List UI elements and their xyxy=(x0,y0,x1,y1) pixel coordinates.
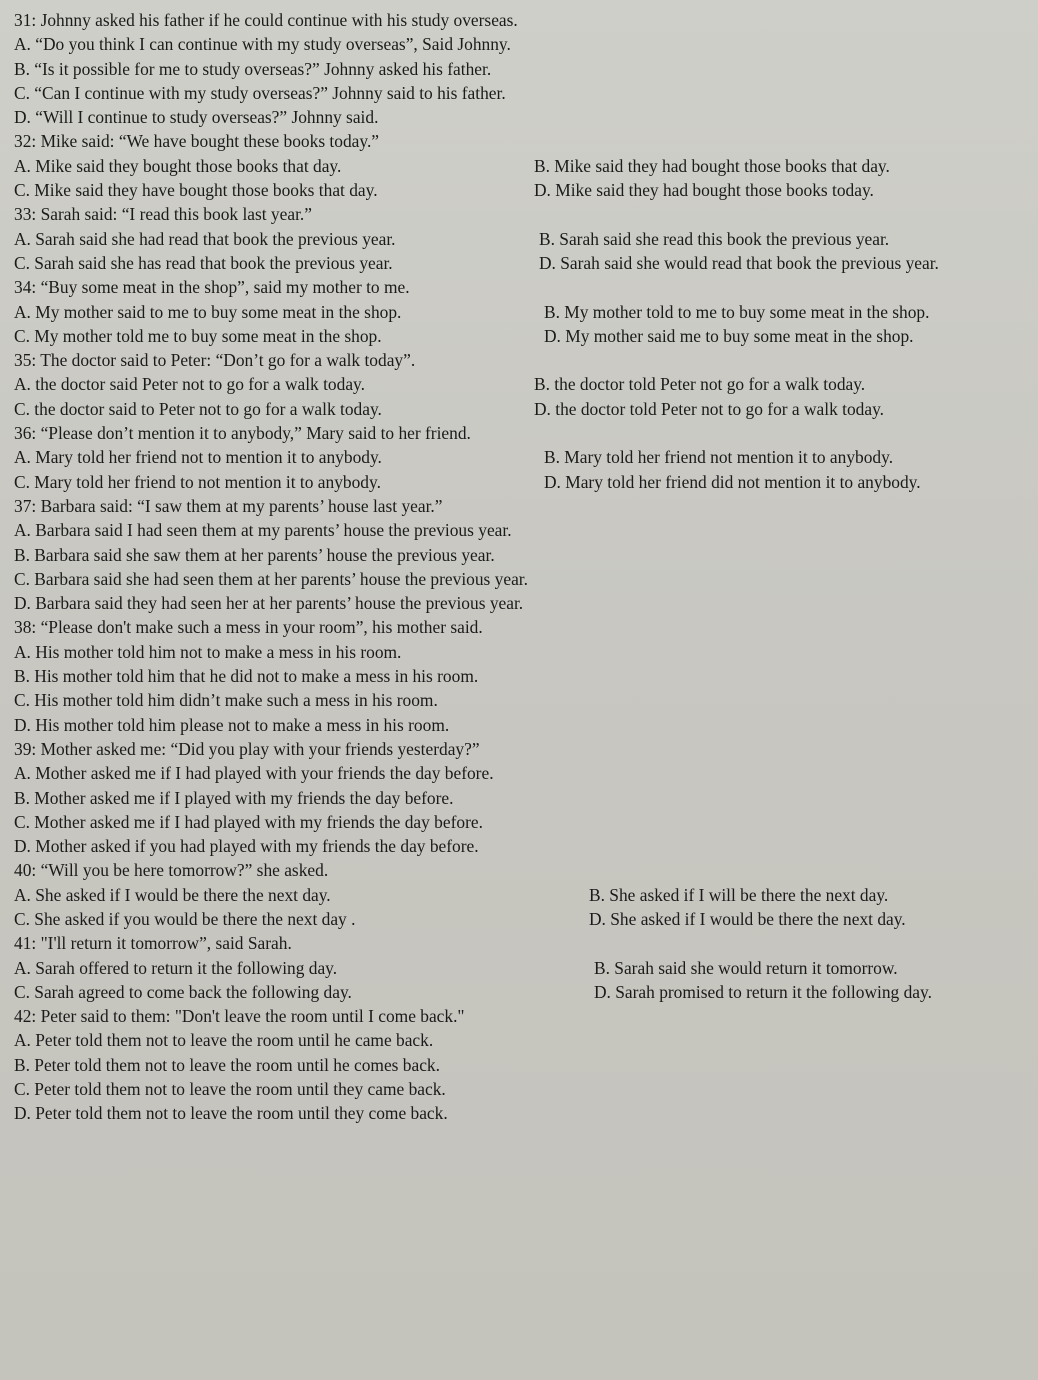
option-d: D. Sarah said she would read that book the previous year. xyxy=(539,252,939,273)
option-c: C. Barbara said she had seen them at her parents’ house the previous year. xyxy=(14,568,528,589)
question-stem: 36: “Please don’t mention it to anybody,” Mary said to her friend. xyxy=(14,423,471,444)
option-b: B. His mother told him that he did not to make a mess in his room. xyxy=(14,666,479,687)
option-c: C. Sarah agreed to come back the following day. xyxy=(14,981,352,1002)
option-c: C. Mother asked me if I had played with my friends the day before. xyxy=(14,811,483,832)
question-stem: 37: Barbara said: “I saw them at my parents’ house last year.” xyxy=(14,495,443,516)
option-d: D. Sarah promised to return it the following day. xyxy=(594,981,932,1002)
option-a: A. Mike said they bought those books that day. xyxy=(14,155,342,176)
option-a: A. She asked if I would be there the next day. xyxy=(14,884,331,905)
option-d: D. “Will I continue to study overseas?” Johnny said. xyxy=(14,107,379,128)
option-row xyxy=(14,178,1028,202)
option-b: B. Sarah said she read this book the previous year. xyxy=(539,228,890,249)
option-row xyxy=(14,324,1028,348)
question-stem: 40: “Will you be here tomorrow?” she asked. xyxy=(14,860,329,881)
option-row xyxy=(14,907,1028,931)
question-stem: 33: Sarah said: “I read this book last year.” xyxy=(14,204,312,225)
option-d: D. Peter told them not to leave the room until they come back. xyxy=(14,1103,448,1124)
option-c: C. My mother told me to buy some meat in the shop. xyxy=(14,325,382,346)
option-b: B. My mother told to me to buy some meat in the shop. xyxy=(544,301,930,322)
option-b: B. Mike said they had bought those books that day. xyxy=(534,155,890,176)
option-a: A. “Do you think I can continue with my study overseas”, Said Johnny. xyxy=(14,34,511,55)
option-c: C. Mike said they have bought those books that day. xyxy=(14,180,378,201)
option-b: B. Mother asked me if I played with my friends the day before. xyxy=(14,787,454,808)
question-stem: 39: Mother asked me: “Did you play with your friends yesterday?” xyxy=(14,738,480,759)
option-row xyxy=(14,227,1028,251)
question-39 xyxy=(14,737,1028,858)
option-c: C. Peter told them not to leave the room until they came back. xyxy=(14,1079,446,1100)
option-b: B. Sarah said she would return it tomorrow. xyxy=(594,957,898,978)
question-37 xyxy=(14,494,1028,615)
question-36 xyxy=(14,421,1028,494)
question-32 xyxy=(14,129,1028,202)
question-stem: 31: Johnny asked his father if he could continue with his study overseas. xyxy=(14,10,518,30)
question-stem: 34: “Buy some meat in the shop”, said my mother to me. xyxy=(14,277,410,298)
option-b: B. “Is it possible for me to study overseas?” Johnny asked his father. xyxy=(14,58,492,79)
option-row xyxy=(14,445,1028,469)
option-a: A. His mother told him not to make a mess in his room. xyxy=(14,641,402,662)
option-row xyxy=(14,397,1028,421)
option-row xyxy=(14,883,1028,907)
option-d: D. She asked if I would be there the next day. xyxy=(589,908,906,929)
question-stem: 42: Peter said to them: "Don't leave the room until I come back." xyxy=(14,1006,465,1027)
question-stem: 32: Mike said: “We have bought these books today.” xyxy=(14,131,380,152)
option-c: C. She asked if you would be there the next day . xyxy=(14,908,356,929)
option-c: C. the doctor said to Peter not to go for a walk today. xyxy=(14,398,382,419)
option-a: A. My mother said to me to buy some meat in the shop. xyxy=(14,301,402,322)
question-35 xyxy=(14,348,1028,421)
option-a: A. Peter told them not to leave the room until he came back. xyxy=(14,1030,434,1051)
option-c: C. His mother told him didn’t make such a mess in his room. xyxy=(14,690,438,711)
option-a: A. the doctor said Peter not to go for a walk today. xyxy=(14,374,365,395)
question-42 xyxy=(14,1004,1028,1125)
option-d: D. Barbara said they had seen her at her parents’ house the previous year. xyxy=(14,593,524,614)
question-41 xyxy=(14,931,1028,1004)
option-row xyxy=(14,154,1028,178)
question-stem: 35: The doctor said to Peter: “Don’t go for a walk today”. xyxy=(14,350,416,371)
option-c: C. Sarah said she has read that book the previous year. xyxy=(14,252,393,273)
option-row xyxy=(14,372,1028,396)
option-d: D. Mike said they had bought those books today. xyxy=(534,180,874,201)
option-d: D. His mother told him please not to make a mess in his room. xyxy=(14,714,450,735)
option-b: B. Barbara said she saw them at her parents’ house the previous year. xyxy=(14,544,495,565)
option-d: D. the doctor told Peter not to go for a walk today. xyxy=(534,398,884,419)
option-row xyxy=(14,300,1028,324)
option-a: A. Barbara said I had seen them at my parents’ house the previous year. xyxy=(14,520,512,541)
option-b: B. Mary told her friend not mention it to anybody. xyxy=(544,447,894,468)
question-34 xyxy=(14,275,1028,348)
option-row xyxy=(14,956,1028,980)
option-row xyxy=(14,980,1028,1004)
option-a: A. Sarah offered to return it the following day. xyxy=(14,957,338,978)
option-c: C. “Can I continue with my study overseas?” Johnny said to his father. xyxy=(14,82,506,103)
option-b: B. Peter told them not to leave the room until he comes back. xyxy=(14,1054,440,1075)
option-row xyxy=(14,251,1028,275)
question-stem: 41: "I'll return it tomorrow”, said Sarah. xyxy=(14,933,292,954)
option-d: D. Mother asked if you had played with my friends the day before. xyxy=(14,836,479,857)
option-a: A. Mother asked me if I had played with your friends the day before. xyxy=(14,763,494,784)
option-a: A. Mary told her friend not to mention it to anybody. xyxy=(14,447,382,468)
question-40 xyxy=(14,858,1028,931)
option-a: A. Sarah said she had read that book the previous year. xyxy=(14,228,396,249)
question-33 xyxy=(14,202,1028,275)
question-31 xyxy=(14,8,1028,129)
option-row xyxy=(14,470,1028,494)
option-b: B. She asked if I will be there the next day. xyxy=(589,884,889,905)
option-c: C. Mary told her friend to not mention it to anybody. xyxy=(14,471,381,492)
option-d: D. My mother said me to buy some meat in the shop. xyxy=(544,325,914,346)
question-stem: 38: “Please don't make such a mess in your room”, his mother said. xyxy=(14,617,483,638)
option-b: B. the doctor told Peter not go for a walk today. xyxy=(534,374,866,395)
option-d: D. Mary told her friend did not mention it to anybody. xyxy=(544,471,921,492)
question-38 xyxy=(14,615,1028,736)
